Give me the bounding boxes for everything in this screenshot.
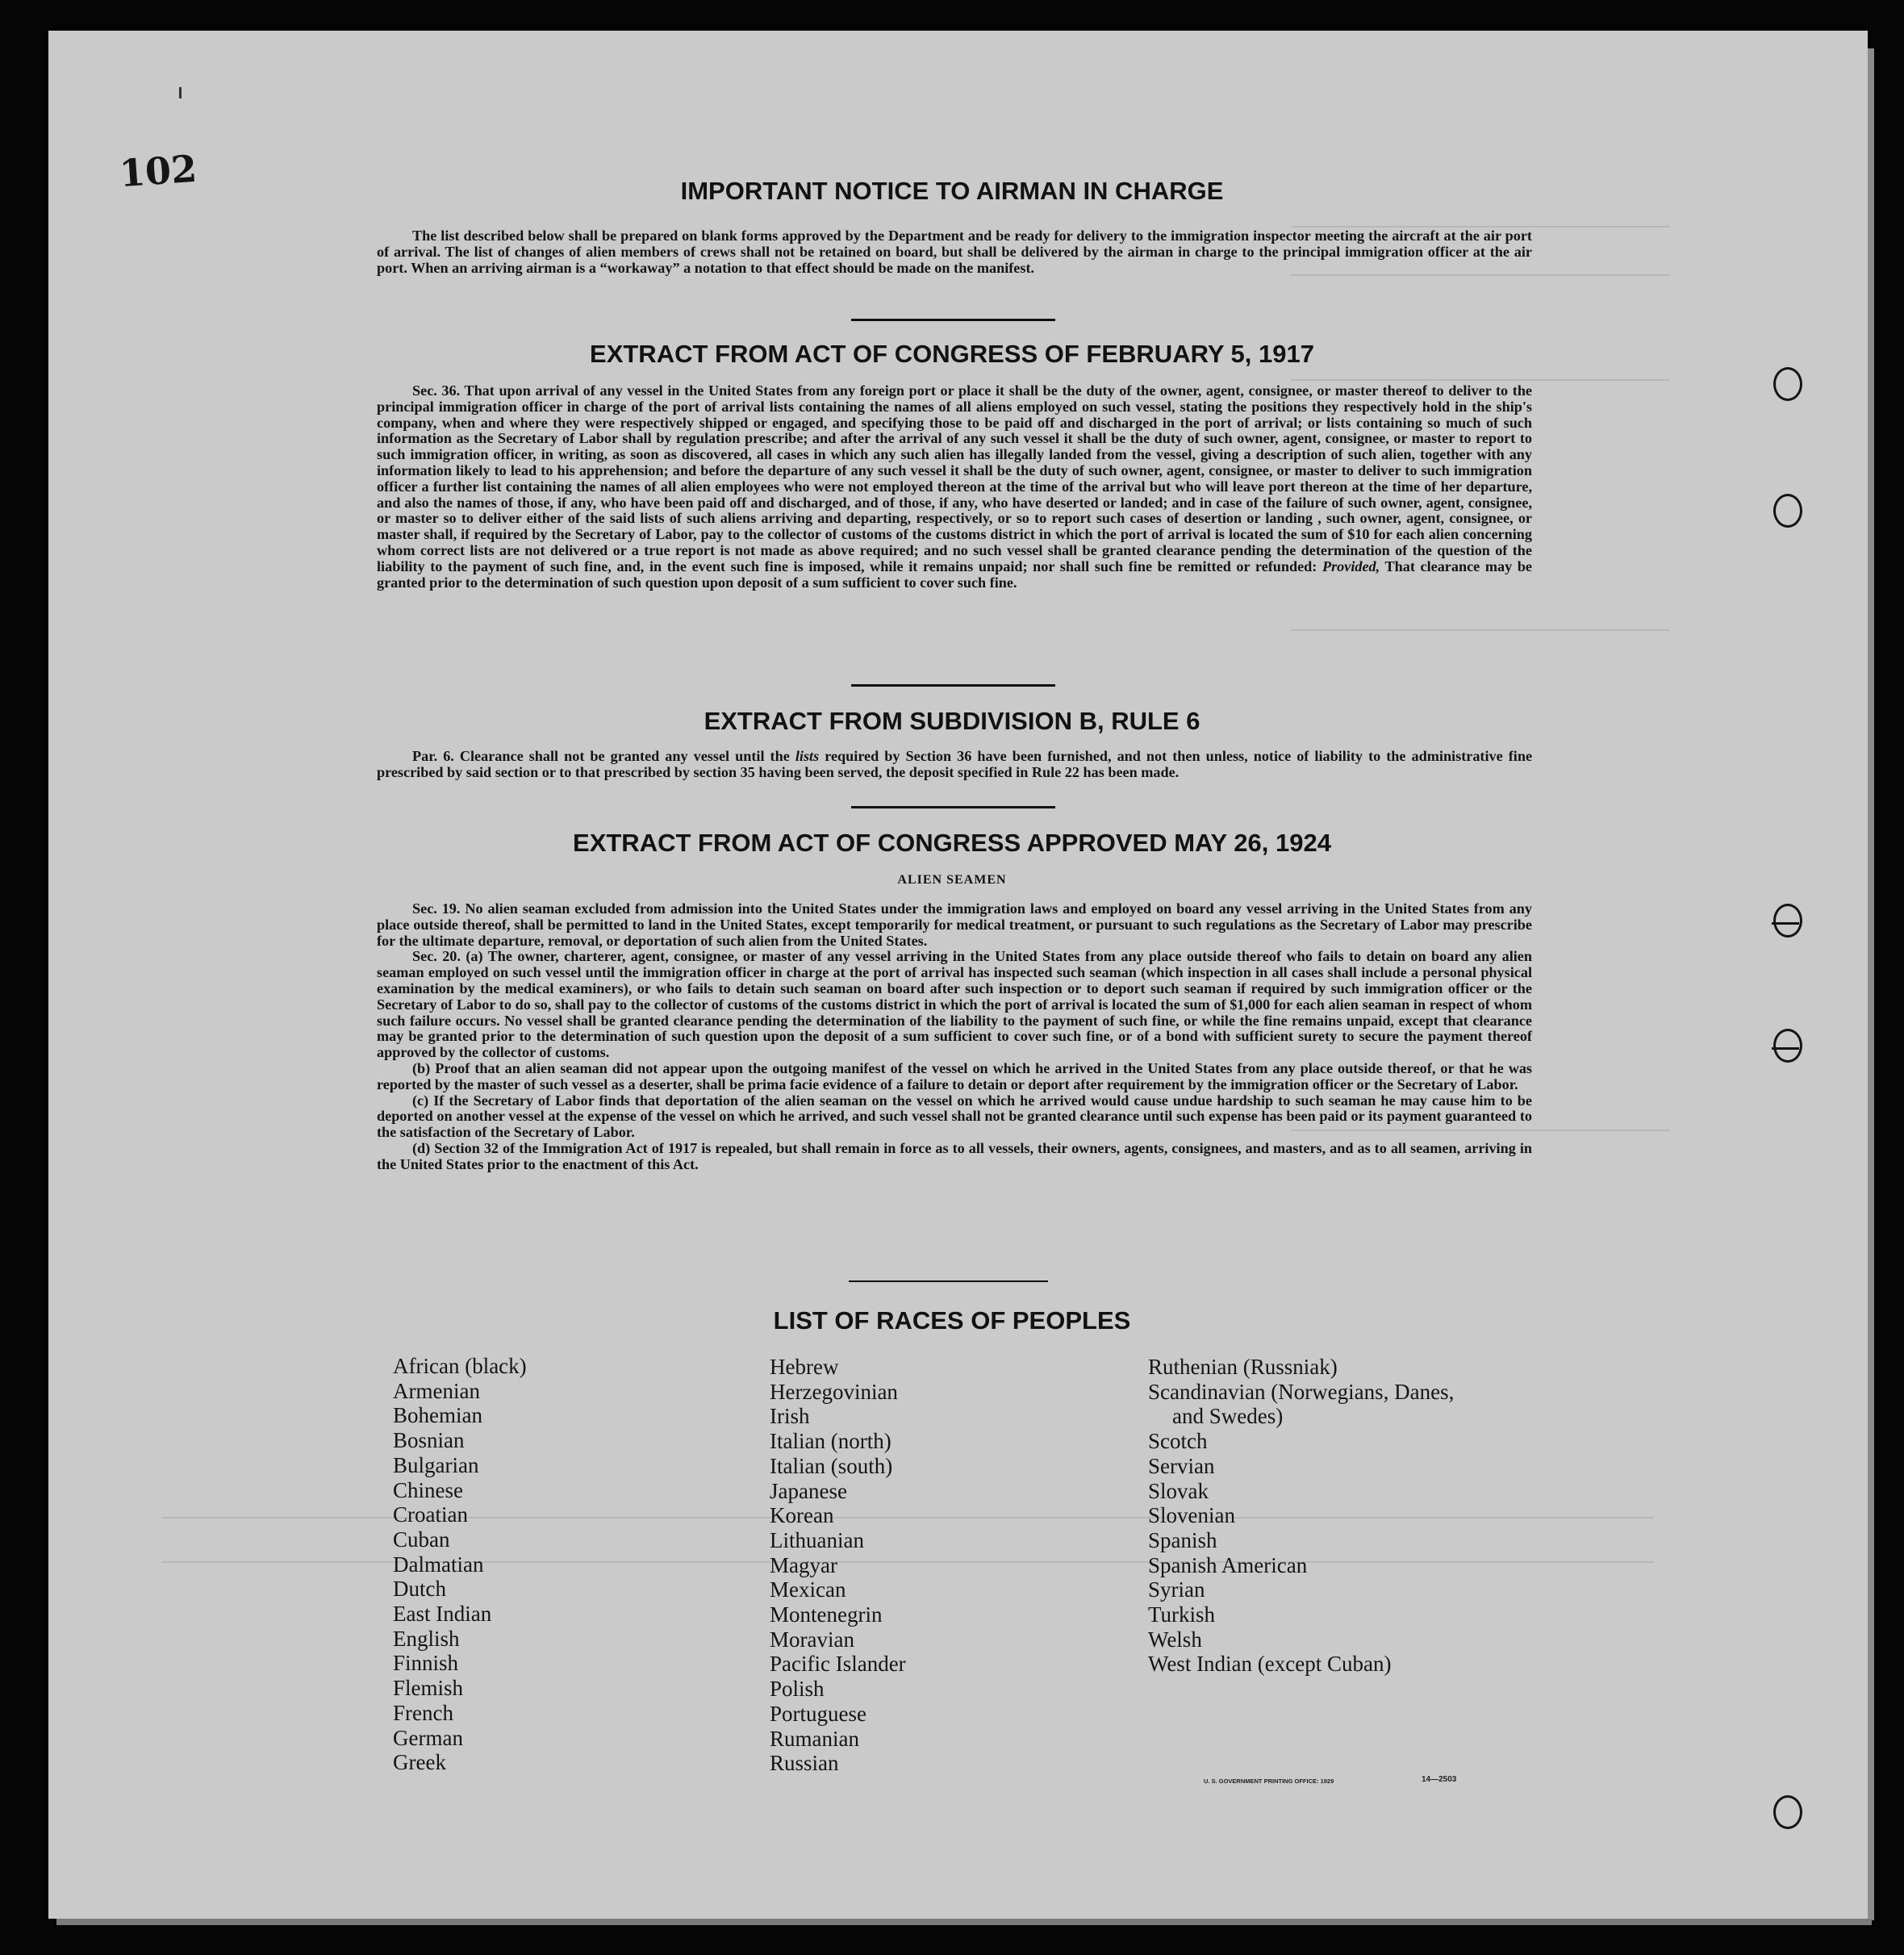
race-entry: Bohemian — [393, 1403, 482, 1428]
act-1917-body — [377, 383, 1532, 591]
section-19-paragraph — [377, 901, 1532, 949]
separator-line — [849, 1280, 1048, 1282]
paragraph-6 — [377, 749, 1532, 781]
notice-body — [377, 228, 1532, 276]
section-36-paragraph — [377, 383, 1532, 591]
race-entry: Scotch — [1148, 1429, 1208, 1454]
notice-text: The list described below shall be prepared on blank forms approved by the Department and be ready for delivery to the immigration inspector meeting the aircraft at the air port of arrival. The list of changes of alien members of crews shall not be retained on board, but shall be delivered by the airman in charge to the principal immigration officer at the air port. When an arriving airman is a “workaway” a notation to that effect should be made on the manifest. — [377, 228, 1532, 276]
section-20c-paragraph: (c) If the Secretary of Labor finds that deportation of the alien seaman on the vessel on which he arrived would cause undue hardship to such seaman he may cause him to be deported on another vessel at the expense of the vessel on which he arrived, and such vessel shall not be granted clearance until such expense has been paid or its payment guaranteed to the satisfaction of the Secretary of Labor. — [377, 1092, 1532, 1141]
binder-hole — [1773, 1795, 1802, 1829]
proviso-word: Provided, — [1322, 558, 1380, 574]
bleed-through-line — [1291, 629, 1670, 631]
rule-6-text-b: required by Section 36 have been furnished, and not then unless, notice of liability to the administrative fine prescribed by said section or to that prescribed by section 35 having been served, the deposit specified in Rule 22 has been made. — [377, 748, 1533, 780]
race-entry: German — [393, 1725, 463, 1750]
race-entry: Polish — [770, 1677, 825, 1702]
printer-imprint: U. S. GOVERNMENT PRINTING OFFICE: 1929 — [1204, 1777, 1334, 1785]
race-entry: Cuban — [393, 1527, 450, 1552]
separator-line — [851, 806, 1055, 808]
race-entry: Bulgarian — [393, 1452, 479, 1477]
rule-6-body — [377, 749, 1532, 781]
race-entry: Hebrew — [770, 1355, 839, 1379]
race-entry: Portuguese — [770, 1701, 866, 1726]
section-label: Sec. 19. — [412, 900, 461, 917]
binder-hole-mark — [1772, 922, 1799, 925]
race-entry: Bosnian — [393, 1428, 465, 1453]
races-column-2 — [770, 1355, 906, 1776]
binder-hole — [1773, 1029, 1802, 1063]
race-entry: Magyar — [770, 1552, 837, 1577]
race-entry: Scandinavian (Norwegians, Danes, — [1148, 1379, 1455, 1404]
race-entry: Rumanian — [770, 1726, 859, 1751]
race-entry: English — [393, 1626, 460, 1651]
race-entry: Russian — [770, 1751, 839, 1776]
race-entry: Armenian — [393, 1378, 480, 1403]
rule-6-text-a: Par. 6. Clearance shall not be granted any vessel until the — [412, 748, 790, 764]
races-column-1 — [393, 1354, 527, 1775]
notice-title: IMPORTANT NOTICE TO AIRMAN IN CHARGE — [680, 177, 1224, 205]
act-1924-body — [377, 901, 1532, 1173]
section-20d-paragraph: (d) Section 32 of the Immigration Act of 1917 is repealed, but shall remain in force as to all vessels, their owners, agents, consignees, and masters, and as to all seamen, arriving in the United States prior to the enactment of this Act. — [377, 1139, 1532, 1172]
race-entry: Herzegovinian — [770, 1379, 898, 1404]
pen-tick-mark — [179, 87, 182, 98]
race-entry: Chinese — [393, 1477, 463, 1502]
section-label: Sec. 36. — [412, 382, 461, 399]
race-entry: Montenegrin — [770, 1602, 883, 1627]
section-label: Sec. 20. — [412, 948, 461, 965]
separator-line — [851, 319, 1055, 321]
act-1917-title: EXTRACT FROM ACT OF CONGRESS OF FEBRUARY 5, 1917 — [590, 340, 1314, 368]
race-entry: Japanese — [770, 1478, 847, 1503]
race-entry: Finnish — [393, 1651, 459, 1676]
race-entry: French — [393, 1700, 453, 1725]
binder-hole — [1773, 494, 1802, 528]
race-entry: East Indian — [393, 1602, 492, 1627]
race-entry: Italian (north) — [770, 1429, 891, 1454]
page-edge-bottom — [56, 1919, 1872, 1925]
race-entry: Slovenian — [1148, 1503, 1235, 1528]
race-entry: African (black) — [393, 1354, 527, 1378]
race-entry: West Indian (except Cuban) — [1148, 1652, 1392, 1677]
race-entry: Spanish American — [1148, 1552, 1308, 1577]
race-entry: Dalmatian — [393, 1552, 484, 1577]
race-entry: Italian (south) — [770, 1453, 893, 1478]
binder-hole — [1773, 904, 1802, 938]
binder-hole — [1773, 367, 1802, 401]
section-20b-paragraph: (b) Proof that an alien seaman did not appear upon the outgoing manifest of the vessel on which he arrived in the United States from any place outside thereof, or that he was reported by the master of such vessel as a deserter, shall be prima facie evidence of a failure to detain or deport after requirement by the immigration officer or the Secretary of Labor. — [377, 1059, 1532, 1092]
section-19-text: No alien seaman excluded from admission into the United States under the immigration laws and employed on board any vessel arriving in the United States from any place outside thereof, shall be permitted to land in the United States, except temporarily for medical treatment, or pursuant to such regulations as the Secretary of Labor may prescribe for the ultimate departure, removal, or deportation of such alien from the United States. — [377, 900, 1532, 949]
race-entry: Pacific Islander — [770, 1652, 906, 1677]
race-entry: Servian — [1148, 1453, 1215, 1478]
alien-seamen-subtitle: ALIEN SEAMEN — [897, 873, 1007, 887]
race-entry: Slovak — [1148, 1478, 1209, 1503]
race-entry: and Swedes) — [1172, 1404, 1284, 1429]
section-36-text-end: That clearance may be granted prior to the determination of such question upon deposit of a sum sufficient to cover such fine. — [377, 558, 1533, 591]
race-entry: Moravian — [770, 1627, 854, 1652]
race-entry: Greek — [393, 1750, 446, 1775]
race-entry: Lithuanian — [770, 1527, 864, 1552]
race-entry: Flemish — [393, 1676, 464, 1701]
handwritten-number: 102 — [118, 146, 198, 196]
races-column-3 — [1148, 1355, 1454, 1677]
separator-line — [851, 684, 1055, 687]
race-entry: Ruthenian (Russniak) — [1148, 1355, 1338, 1379]
race-entry: Spanish — [1148, 1527, 1217, 1552]
race-entry: Turkish — [1148, 1602, 1216, 1627]
section-20a-paragraph — [377, 949, 1532, 1061]
section-36-text: That upon arrival of any vessel in the United States from any foreign port or place it shall be the duty of the owner, agent, consignee, or master thereof to deliver to the principal immigration officer in charge of the port of arrival lists containing the names of all aliens employed on such vessel, stating the positions they respectively hold in the ship's company, when and where they were respectively shipped or engaged, and specifying those to be paid off and discharged in the port of arrival; or lists containing so much of such information as the Secretary of Labor shall by regulation prescribe; and after the arrival of any such vessel it shall be the duty of such owner, agent, consignee, or master to report to such immigration officer, in writing, as soon as discovered, all cases in which any such alien has illegally landed from the vessel, giving a description of such alien, together with any information likely to lead to his apprehension; and before the departure of any such vessel it shall be the duty of such owner, agent, consignee, or master to deliver to such immigration officer a further list containing the names of all alien employees who were not employed thereon at the time of the arrival but who will leave port thereon at the time of her departure, and also the names of those, if any, who have been paid off and discharged, and of those, if any, who have deserted or landed; and in case of the failure of such owner, agent, consignee, or master so to deliver either of the said lists of such aliens arriving and departing, respectively, or so to report such cases of desertion or landing , such owner, agent, consignee, or master shall, if required by the Secretary of Labor, pay to the collector of customs of the customs district in which the port of arrival is located the sum of $10 for each alien concerning whom correct lists are not delivered or a true report is not made as above required; and no such vessel shall be granted clearance pending the determination of the question of the liability to the payment of such fine, and, in the event such fine is imposed, while it remains unpaid; nor shall such fine be remitted or refunded: — [377, 382, 1533, 574]
race-entry: Korean — [770, 1503, 834, 1528]
act-1924-title: EXTRACT FROM ACT OF CONGRESS APPROVED MAY 26, 1924 — [573, 829, 1331, 857]
race-entry: Irish — [770, 1404, 810, 1429]
section-20a-text: (a) The owner, charterer, agent, consignee, or master of any vessel arriving in the United States from any place outside thereof who fails to detain on board any alien seaman employed on such vessel until the immigration officer in charge at the port of arrival has inspected such seaman (which inspection in all cases shall include a personal physical examination by the medical examiners), or who fails to detain such seaman on board after such inspection or to deport such seaman if required by such immigration officer or the Secretary of Labor to do so, shall pay to the collector of customs of the customs district in which the port of arrival is located the sum of $1,000 for each alien seaman in respect of whom such failure occurs. No vessel shall be granted clearance pending the determination of the liability to the payment of such fine, or while the fine remains unpaid, except that clearance may be granted prior to the determination of such question upon the deposit of a sum sufficient to cover such fine, or of a bond with sufficient surety to secure the payment thereof approved by the collector of customs. — [377, 948, 1532, 1061]
binder-hole-mark — [1772, 1047, 1799, 1050]
race-entry: Mexican — [770, 1577, 846, 1602]
bleed-through-line — [1291, 379, 1670, 381]
form-number: 14—2503 — [1422, 1775, 1457, 1784]
races-title: LIST OF RACES OF PEOPLES — [773, 1306, 1131, 1335]
race-entry: Dutch — [393, 1577, 446, 1602]
page-edge-right — [1868, 48, 1874, 1920]
race-entry: Welsh — [1148, 1627, 1202, 1652]
race-entry: Croatian — [393, 1502, 468, 1527]
rule-6-title: EXTRACT FROM SUBDIVISION B, RULE 6 — [704, 707, 1200, 735]
race-entry: Syrian — [1148, 1577, 1205, 1602]
lists-word: lists — [795, 748, 820, 764]
